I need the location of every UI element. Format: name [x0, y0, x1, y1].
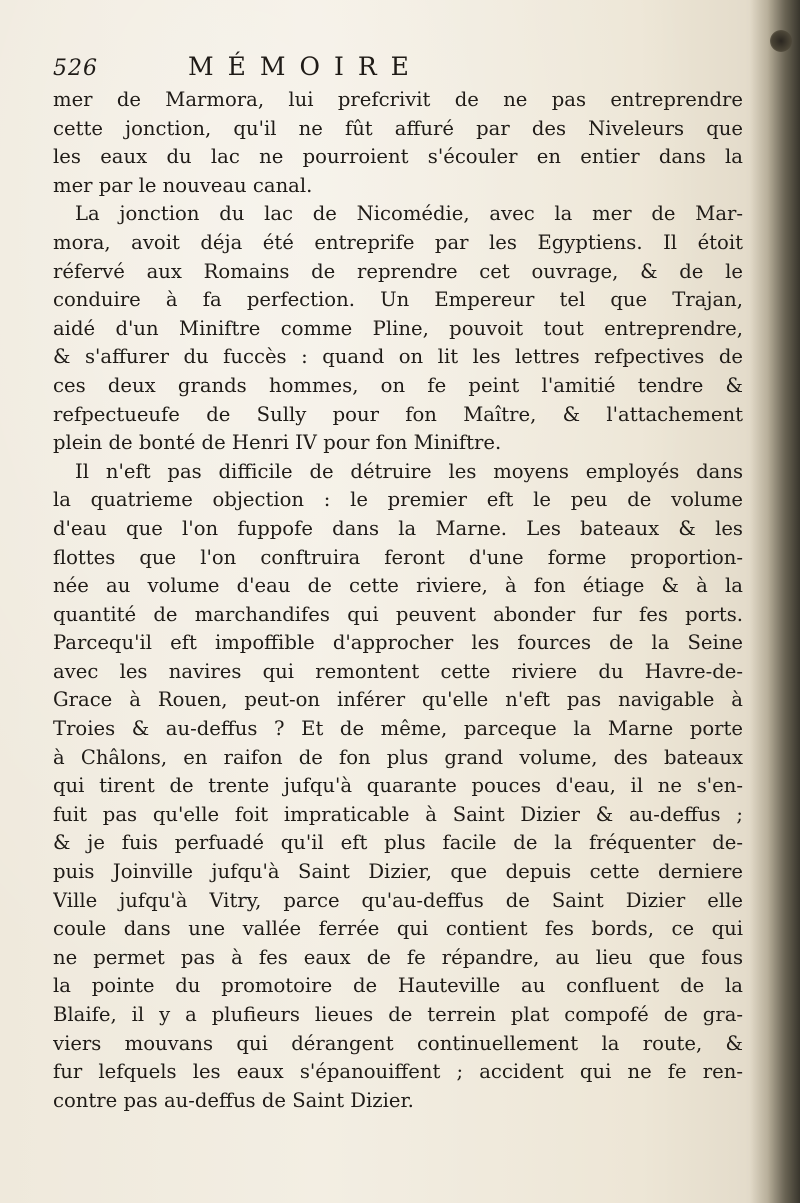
text-line: Troies & au-deffus ? Et de même, parceque la Marne porte: [53, 717, 743, 741]
text-line: réfervé aux Romains de reprendre cet ouvrage, & de le: [53, 259, 743, 283]
text-line: mer de Marmora, lui prefcrivit de ne pas entreprendre: [53, 88, 743, 111]
running-head: MÉMOIRE: [188, 52, 423, 81]
text-line: d'eau que l'on fuppofe dans la Marne. Les bateaux & les: [53, 516, 743, 540]
text-line: Grace à Rouen, peut-on inférer qu'elle n'eft pas navigable à: [53, 688, 743, 712]
text-line: aidé d'un Miniftre comme Pline, pouvoit tout entreprendre,: [53, 316, 743, 340]
text-line: qui tirent de trente jufqu'à quarante pouces d'eau, il ne s'en-: [53, 774, 743, 798]
page-number: 526: [53, 56, 98, 81]
text-line: contre pas au-deffus de Saint Dizier.: [53, 1088, 414, 1112]
text-line: ne permet pas à fes eaux de fe répandre, au lieu que fous: [53, 945, 743, 969]
text-line: Il n'eft pas difficile de détruire les moyens employés dans: [75, 459, 743, 483]
text-line: La jonction du lac de Nicomédie, avec la mer de Mar-: [75, 202, 743, 226]
text-line: les eaux du lac ne pourroient s'écouler en entier dans la: [53, 145, 743, 169]
text-line: Parcequ'il eft impoffible d'approcher les fources de la Seine: [53, 631, 743, 655]
text-line: puis Joinville jufqu'à Saint Dizier, que depuis cette derniere: [53, 860, 743, 884]
text-line: mora, avoit déja été entreprife par les Egyptiens. Il étoit: [53, 230, 743, 254]
page-gutter-shadow: [750, 0, 800, 1203]
text-line: flottes que l'on conftruira feront d'une forme proportion-: [53, 545, 743, 569]
text-line: quantité de marchandifes qui peuvent abonder fur fes ports.: [53, 602, 743, 626]
text-line: viers mouvans qui dérangent continuellement la route, &: [53, 1031, 743, 1055]
text-line: née au volume d'eau de cette riviere, à fon étiage & à la: [53, 574, 743, 598]
text-line: Ville jufqu'à Vitry, parce qu'au-deffus de Saint Dizier elle: [53, 888, 743, 912]
text-line: refpectueufe de Sully pour fon Maître, & l'attachement: [53, 402, 743, 426]
text-line: avec les navires qui remontent cette riviere du Havre-de-: [53, 659, 743, 683]
text-line: ces deux grands hommes, on fe peint l'amitié tendre &: [53, 373, 743, 397]
text-line: conduire à fa perfection. Un Empereur tel que Trajan,: [53, 288, 743, 312]
text-line: coule dans une vallée ferrée qui contient fes bords, ce qui: [53, 917, 743, 941]
text-line: fur lefquels les eaux s'épanouiffent ; accident qui ne fe ren-: [53, 1060, 743, 1084]
text-line: mer par le nouveau canal.: [53, 173, 313, 197]
text-line: Blaife, il y a plufieurs lieues de terrein plat compofé de gra-: [53, 1003, 743, 1026]
text-line: la quatrieme objection : le premier eft le peu de volume: [53, 488, 743, 512]
text-line: plein de bonté de Henri IV pour fon Miniftre.: [53, 431, 502, 455]
body-text: [53, 86, 743, 1115]
text-line: cette jonction, qu'il ne fût affuré par des Niveleurs que: [53, 116, 743, 140]
text-line: fuit pas qu'elle foit impraticable à Saint Dizier & au-deffus ;: [53, 802, 743, 826]
ink-stain-mark: [770, 30, 792, 52]
text-line: & s'affurer du fuccès : quand on lit les lettres refpectives de: [53, 345, 743, 369]
text-line: à Châlons, en raifon de fon plus grand volume, des bateaux: [53, 745, 743, 769]
text-line: la pointe du promotoire de Hauteville au confluent de la: [53, 974, 743, 998]
text-line: & je fuis perfuadé qu'il eft plus facile de la fréquenter de-: [53, 831, 743, 855]
